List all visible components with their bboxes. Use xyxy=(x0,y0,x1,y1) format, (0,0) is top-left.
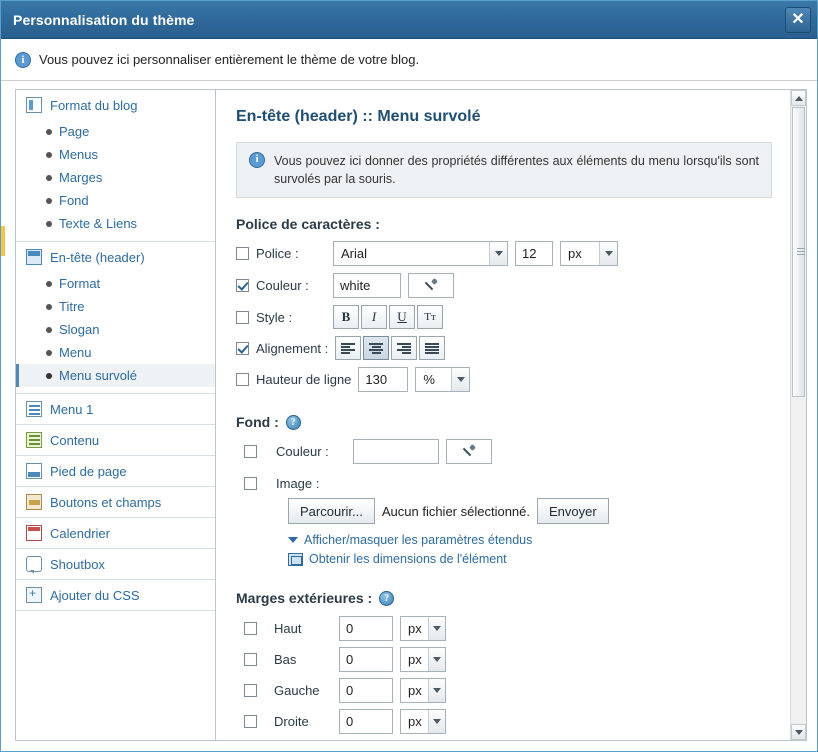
add-css-icon xyxy=(26,587,42,603)
row-style xyxy=(236,305,772,329)
label-alignement: Alignement : xyxy=(256,340,329,356)
sidebar-group-calendrier xyxy=(16,518,215,549)
sidebar-item-label: Slogan xyxy=(59,322,100,337)
sidebar-item-label: Page xyxy=(59,124,90,139)
chevron-down-icon xyxy=(428,617,445,640)
row-marge-bas xyxy=(244,647,772,672)
align-left-icon xyxy=(341,343,355,353)
sidebar-group-label: Ajouter du CSS xyxy=(50,587,140,603)
sidebar-item-menus[interactable] xyxy=(16,143,215,166)
marge-droite-unit-value: px xyxy=(408,714,422,730)
close-icon[interactable]: ✕ xyxy=(785,7,811,33)
sidebar-item-marges[interactable] xyxy=(16,166,215,189)
align-right-icon xyxy=(397,343,411,353)
footer-icon xyxy=(26,463,42,479)
bullet-icon xyxy=(46,198,52,204)
align-center-button[interactable] xyxy=(363,336,389,360)
label-fond-couleur: Couleur : xyxy=(276,444,329,460)
bold-button[interactable]: B xyxy=(333,305,359,329)
align-justify-button[interactable] xyxy=(419,336,445,360)
get-dimensions-label: Obtenir les dimensions de l'élément xyxy=(309,552,507,567)
chevron-down-icon xyxy=(489,242,507,265)
style-button-group xyxy=(333,305,445,329)
sidebar-item-label: Fond xyxy=(59,193,89,208)
label-marge-gauche: Gauche xyxy=(274,683,320,699)
sidebar-group-format-du-blog xyxy=(16,90,215,242)
bullet-icon xyxy=(46,327,52,333)
bullet-icon xyxy=(46,152,52,158)
sidebar-item-pied-de-page[interactable] xyxy=(16,456,215,486)
sidebar-sublist xyxy=(16,272,215,393)
row-file-upload xyxy=(288,498,772,524)
toggle-extended-params-link[interactable] xyxy=(288,533,772,547)
section-title-fond xyxy=(236,414,772,430)
sidebar-item-format[interactable] xyxy=(16,272,215,295)
row-alignement xyxy=(236,336,772,360)
sidebar-item-slogan[interactable] xyxy=(16,318,215,341)
hauteur-de-ligne-unit-value: % xyxy=(423,372,435,388)
row-fond-image xyxy=(244,476,772,491)
sidebar-group-label: Pied de page xyxy=(50,463,127,479)
sidebar-item-boutons-et-champs[interactable] xyxy=(16,487,215,517)
main-panel-wrapper xyxy=(215,89,807,741)
sidebar-item-label: Format xyxy=(59,276,101,291)
checkbox-marge-haut[interactable] xyxy=(244,622,257,635)
scrollbar-thumb[interactable] xyxy=(792,107,805,397)
sidebar-item-calendrier[interactable] xyxy=(16,518,215,548)
sidebar-group-label: Boutons et champs xyxy=(50,494,162,510)
label-fond-image: Image : xyxy=(276,476,320,492)
chevron-down-icon xyxy=(428,679,445,702)
chevron-down-icon xyxy=(599,242,617,265)
sidebar-item-texte-liens[interactable] xyxy=(16,212,215,235)
sidebar-group-label: En-tête (header) xyxy=(50,249,145,265)
bullet-icon xyxy=(46,221,52,227)
page-format-icon xyxy=(26,97,42,113)
bullet-icon xyxy=(46,281,52,287)
align-left-button[interactable] xyxy=(335,336,361,360)
sidebar-item-en-tete[interactable] xyxy=(16,242,215,272)
sidebar-group-shoutbox xyxy=(16,549,215,580)
sidebar-item-label: Titre xyxy=(59,299,85,314)
underline-button[interactable]: U xyxy=(389,305,415,329)
toggle-extended-params-label: Afficher/masquer les paramètres étendus xyxy=(304,533,533,548)
label-police: Police : xyxy=(256,246,299,262)
align-justify-icon xyxy=(425,343,439,353)
get-dimensions-link[interactable] xyxy=(288,552,772,566)
row-marge-droite xyxy=(244,709,772,734)
align-right-button[interactable] xyxy=(391,336,417,360)
info-bar xyxy=(1,39,817,81)
label-couleur-police: Couleur : xyxy=(256,278,309,294)
main-panel-scrollbar[interactable] xyxy=(790,90,806,740)
bullet-icon xyxy=(46,373,52,379)
sidebar xyxy=(15,89,215,741)
send-button[interactable]: Envoyer xyxy=(537,498,609,524)
marge-gauche-unit-value: px xyxy=(408,683,422,699)
police-value: Arial xyxy=(341,246,368,262)
marge-bas-unit-select[interactable] xyxy=(400,647,446,672)
color-picker-fond[interactable] xyxy=(446,439,492,464)
hauteur-de-ligne-unit-select[interactable] xyxy=(415,367,470,392)
sidebar-group-ajouter-du-css xyxy=(16,580,215,611)
section-title-marges-label: Marges extérieures : xyxy=(236,590,373,607)
label-marge-bas: Bas xyxy=(274,652,297,668)
checkbox-couleur-police[interactable] xyxy=(236,279,249,292)
label-hauteur-de-ligne: Hauteur de ligne xyxy=(256,372,352,388)
checkbox-fond-image[interactable] xyxy=(244,477,257,490)
couleur-police-input[interactable]: white xyxy=(333,273,401,298)
row-couleur-police xyxy=(236,273,772,298)
checkbox-police[interactable] xyxy=(236,247,249,260)
sidebar-item-format-du-blog[interactable] xyxy=(16,90,215,120)
row-fond-couleur xyxy=(244,439,772,464)
bullet-icon xyxy=(46,350,52,356)
color-picker-police[interactable] xyxy=(408,273,454,298)
sidebar-item-label: Texte & Liens xyxy=(59,216,138,231)
page-title: En-tête (header) :: Menu survolé xyxy=(236,108,481,125)
label-marge-haut: Haut xyxy=(274,621,302,637)
sidebar-group-boutons-et-champs xyxy=(16,487,215,518)
label-marge-droite: Droite xyxy=(274,714,309,730)
scrollbar-grip-icon xyxy=(797,248,805,256)
header-icon xyxy=(26,249,42,265)
menu-icon xyxy=(26,401,42,417)
info-icon: i xyxy=(15,52,31,68)
info-bar-text: Vous pouvez ici personnaliser entièrement le thème de votre blog. xyxy=(39,52,420,67)
checkbox-fond-couleur[interactable] xyxy=(244,445,257,458)
scroll-up-button[interactable] xyxy=(791,90,806,106)
calendar-icon xyxy=(26,525,42,541)
shoutbox-icon xyxy=(26,556,42,572)
hauteur-de-ligne-input[interactable]: 130 xyxy=(358,367,408,392)
checkbox-style[interactable] xyxy=(236,311,249,324)
sidebar-group-label: Contenu xyxy=(50,432,100,448)
font-size-unit-value: px xyxy=(568,246,582,262)
sidebar-group-contenu xyxy=(16,425,215,456)
checkbox-marge-gauche[interactable] xyxy=(244,684,257,697)
help-icon[interactable]: ? xyxy=(286,415,301,430)
row-marge-gauche xyxy=(244,678,772,703)
section-title-fond-label: Fond : xyxy=(236,414,279,431)
buttons-icon xyxy=(26,494,42,510)
eyedropper-icon xyxy=(462,445,476,459)
checkbox-alignement[interactable] xyxy=(236,342,249,355)
eyedropper-icon xyxy=(424,279,438,293)
sidebar-item-menu-1[interactable] xyxy=(16,394,215,424)
sidebar-group-en-tete xyxy=(16,242,215,394)
sidebar-sublist xyxy=(16,120,215,241)
marge-haut-input[interactable]: 0 xyxy=(339,616,393,641)
sidebar-item-menu[interactable] xyxy=(16,341,215,364)
window-body xyxy=(1,81,817,751)
help-icon[interactable]: ? xyxy=(379,591,394,606)
sidebar-group-menu-1 xyxy=(16,394,215,425)
content-icon xyxy=(26,432,42,448)
sidebar-item-titre[interactable] xyxy=(16,295,215,318)
marge-haut-unit-value: px xyxy=(408,621,422,637)
font-size-input[interactable]: 12 xyxy=(515,241,553,266)
marge-bas-unit-value: px xyxy=(408,652,422,668)
marge-bas-input[interactable]: 0 xyxy=(339,647,393,672)
chevron-down-icon xyxy=(288,537,298,543)
sidebar-item-contenu[interactable] xyxy=(16,425,215,455)
checkbox-marge-droite[interactable] xyxy=(244,715,257,728)
chevron-down-icon xyxy=(451,368,469,391)
marge-gauche-input[interactable]: 0 xyxy=(339,678,393,703)
alignment-button-group xyxy=(335,336,447,360)
sidebar-item-label: Menus xyxy=(59,147,99,162)
checkbox-hauteur-de-ligne[interactable] xyxy=(236,373,249,386)
window-title: Personnalisation du thème xyxy=(13,11,195,28)
sidebar-item-label: Menu xyxy=(59,345,92,360)
sidebar-group-label: Menu 1 xyxy=(50,401,94,417)
bullet-icon xyxy=(46,175,52,181)
sidebar-group-label: Calendrier xyxy=(50,525,110,541)
file-status-text: Aucun fichier sélectionné. xyxy=(381,503,531,519)
panel-note xyxy=(236,142,772,198)
window-titlebar xyxy=(1,1,817,39)
chevron-down-icon xyxy=(428,710,445,733)
bullet-icon xyxy=(46,304,52,310)
sidebar-item-page[interactable] xyxy=(16,120,215,143)
checkbox-marge-bas[interactable] xyxy=(244,653,257,666)
smallcaps-button[interactable]: Tт xyxy=(417,305,443,329)
section-title-police: Police de caractères : xyxy=(236,216,380,233)
italic-button[interactable]: I xyxy=(361,305,387,329)
font-size-unit-select[interactable] xyxy=(560,241,618,266)
sidebar-item-shoutbox[interactable] xyxy=(16,549,215,579)
sidebar-group-label: Format du blog xyxy=(50,97,138,113)
sidebar-item-fond[interactable] xyxy=(16,189,215,212)
sidebar-item-label: Menu survolé xyxy=(59,368,138,383)
bullet-icon xyxy=(46,129,52,135)
police-select[interactable] xyxy=(333,241,508,266)
row-hauteur-de-ligne xyxy=(236,367,772,392)
page-edge-accent xyxy=(1,226,5,256)
fond-couleur-input[interactable] xyxy=(353,439,439,464)
section-title-marges xyxy=(236,590,772,606)
sidebar-group-label: Shoutbox xyxy=(50,556,105,572)
align-center-icon xyxy=(369,343,383,353)
sidebar-item-ajouter-du-css[interactable] xyxy=(16,580,215,610)
main-panel xyxy=(216,90,790,740)
marge-droite-input[interactable]: 0 xyxy=(339,709,393,734)
sidebar-item-label: Marges xyxy=(59,170,103,185)
marge-droite-unit-select[interactable] xyxy=(400,709,446,734)
row-marge-haut xyxy=(244,616,772,641)
label-style: Style : xyxy=(256,309,293,325)
marge-gauche-unit-select[interactable] xyxy=(400,678,446,703)
scroll-down-button[interactable] xyxy=(791,724,806,740)
dimensions-icon xyxy=(288,553,303,566)
panel-note-text: Vous pouvez ici donner des propriétés différentes aux éléments du menu lorsqu'ils sont survolés par la souris. xyxy=(274,154,759,187)
sidebar-group-pied-de-page xyxy=(16,456,215,487)
info-icon: i xyxy=(249,152,265,168)
row-police xyxy=(236,241,772,266)
marge-haut-unit-select[interactable] xyxy=(400,616,446,641)
chevron-down-icon xyxy=(428,648,445,671)
browse-button[interactable]: Parcourir... xyxy=(288,498,375,524)
sidebar-item-menu-survole[interactable] xyxy=(16,364,215,387)
